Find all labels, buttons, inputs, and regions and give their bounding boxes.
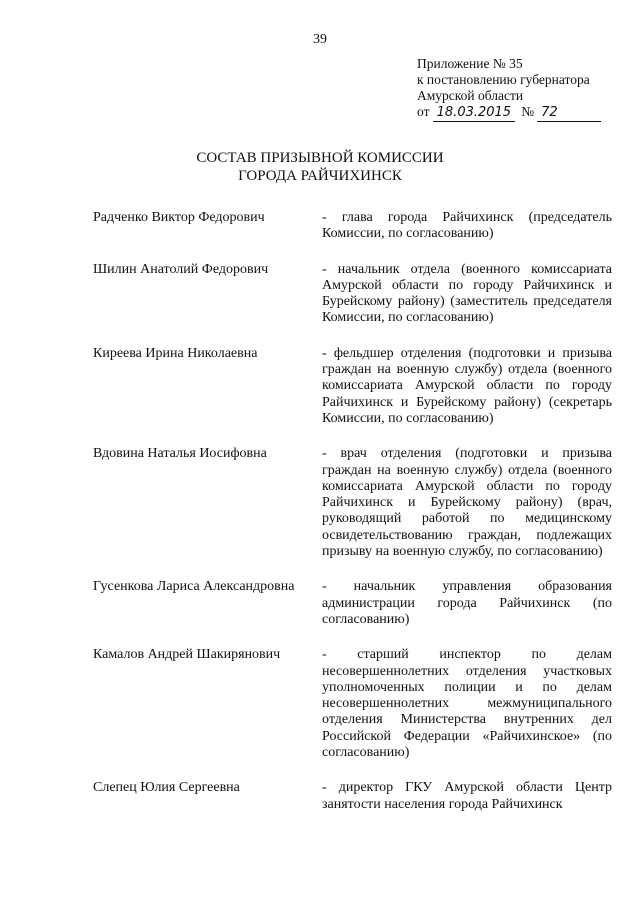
page-number: 39 <box>313 32 327 47</box>
appendix-date-line <box>417 104 617 122</box>
member-role: - фельдшер отделения (подготовки и призыва граждан на военную службу) отдела (военного комиссариата Амурской области по городу Райчихинск и Бурейскому району) (секретарь Комиссии, по согласованию) <box>322 345 612 426</box>
title-line-1: СОСТАВ ПРИЗЫВНОЙ КОМИССИИ <box>196 150 444 166</box>
member-role: - начальник управления образования администрации города Райчихинск (по согласованию) <box>322 579 612 627</box>
member-row <box>93 262 613 327</box>
date-prefix: от <box>417 104 430 119</box>
member-row <box>93 780 613 813</box>
document-title <box>0 149 640 185</box>
member-name: Шилин Анатолий Федорович <box>93 261 269 277</box>
appendix-line-3: Амурской области <box>417 88 524 103</box>
member-role: - старший инспектор по делам несовершеннолетних отделения участковых уполномоченных полиции и по делам несовершеннолетних межмуниципального отделения Министерства внутренних дел Российской Федерации «Райчихинское» (по согласованию) <box>322 647 612 761</box>
member-name: Киреева Ирина Николаевна <box>93 345 258 361</box>
member-role: - начальник отдела (военного комиссариата Амурской области по городу Райчихинск и Бурейскому району) (заместитель председателя Комиссии, по согласованию) <box>322 261 612 326</box>
member-role: - директор ГКУ Амурской области Центр занятости населения города Райчихинск <box>322 780 612 812</box>
handwritten-date: 18.03.2015 <box>433 105 515 122</box>
member-name: Камалов Андрей Шакирянович <box>93 647 281 663</box>
number-prefix: № <box>521 104 535 119</box>
member-role: - глава города Райчихинск (председатель Комиссии, по согласованию) <box>322 210 612 242</box>
member-row <box>93 647 613 761</box>
member-name: Радченко Виктор Федорович <box>93 210 265 225</box>
appendix-header <box>417 56 617 122</box>
member-name: Слепец Юлия Сергеевна <box>93 780 240 796</box>
members-list <box>93 210 613 813</box>
appendix-line-1: Приложение № 35 <box>417 56 523 71</box>
member-row <box>93 446 613 560</box>
appendix-line-2: к постановлению губернатора <box>417 72 590 87</box>
member-name: Вдовина Наталья Иосифовна <box>93 446 267 462</box>
member-row <box>93 346 613 427</box>
member-row <box>93 210 613 243</box>
handwritten-number: 72 <box>537 105 601 122</box>
title-line-2: ГОРОДА РАЙЧИХИНСК <box>238 168 402 184</box>
member-role: - врач отделения (подготовки и призыва граждан на военную службу) отдела (военного комиссариата Амурской области по городу Райчихинск и Бурейскому району) (врач, руководящий работой по медицинскому освидетельствованию граждан, подлежащих призыву на военную службу, по согласованию) <box>322 446 612 560</box>
member-name: Гусенкова Лариса Александровна <box>93 579 295 595</box>
member-row <box>93 579 613 628</box>
